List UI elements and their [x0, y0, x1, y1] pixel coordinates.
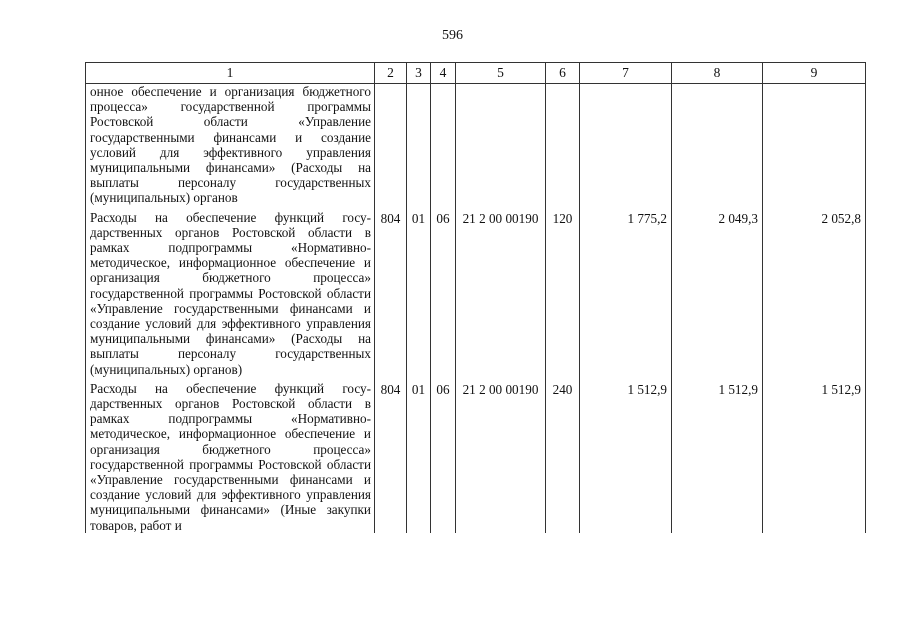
page-number: 596	[442, 28, 463, 43]
row-col-3	[407, 84, 431, 210]
table-row	[86, 84, 866, 210]
budget-table	[85, 62, 866, 533]
row-col-8: 2 049,3	[672, 210, 763, 381]
row-col-4: 06	[431, 381, 456, 533]
header-col-3: 3	[407, 63, 431, 84]
row-col-3: 01	[407, 381, 431, 533]
row-col-9	[763, 84, 866, 210]
row-col-2: 804	[375, 210, 407, 381]
row-col-6: 120	[546, 210, 580, 381]
row-col-6	[546, 84, 580, 210]
header-col-1: 1	[86, 63, 375, 84]
row-col-6: 240	[546, 381, 580, 533]
row-description: онное обеспечение и организация бюджетного процесса» государственной программы Ростовской области «Управление государственными финансами и создание условий для эффективного управления муниципальными финансами» (Расходы на выплаты персоналу государственных (муниципальных) органов	[86, 84, 375, 210]
header-col-8: 8	[672, 63, 763, 84]
header-col-5: 5	[456, 63, 546, 84]
row-col-9: 1 512,9	[763, 381, 866, 533]
row-col-8: 1 512,9	[672, 381, 763, 533]
row-col-5: 21 2 00 00190	[456, 381, 546, 533]
row-col-7	[580, 84, 672, 210]
header-col-2: 2	[375, 63, 407, 84]
table-row	[86, 381, 866, 533]
row-col-5: 21 2 00 00190	[456, 210, 546, 381]
row-col-5	[456, 84, 546, 210]
row-col-9: 2 052,8	[763, 210, 866, 381]
row-col-3: 01	[407, 210, 431, 381]
row-col-7: 1 775,2	[580, 210, 672, 381]
row-col-4	[431, 84, 456, 210]
row-col-2: 804	[375, 381, 407, 533]
row-description: Расходы на обеспечение функций государственных органов Ростовской области в рамках подпрограммы «Нормативно-методическое, информационное обеспечение и организация бюджетного процесса» государственной программы Ростовской области «Управление государственными финансами и создание условий для эффективного управления муниципальными финансами» (Расходы на выплаты персоналу государственных (муниципальных) органов)	[86, 210, 375, 381]
header-col-7: 7	[580, 63, 672, 84]
header-col-6: 6	[546, 63, 580, 84]
row-col-7: 1 512,9	[580, 381, 672, 533]
row-col-4: 06	[431, 210, 456, 381]
table-row	[86, 210, 866, 381]
row-col-2	[375, 84, 407, 210]
header-col-9: 9	[763, 63, 866, 84]
header-row	[86, 63, 866, 84]
row-col-8	[672, 84, 763, 210]
row-description: Расходы на обеспечение функций государственных органов Ростовской области в рамках подпрограммы «Нормативно-методическое, информационное обеспечение и организация бюджетного процесса» государственной программы Ростовской области «Управление государственными финансами и создание условий для эффективного управления муниципальными финансами» (Иные закупки товаров, работ и	[86, 381, 375, 533]
header-col-4: 4	[431, 63, 456, 84]
